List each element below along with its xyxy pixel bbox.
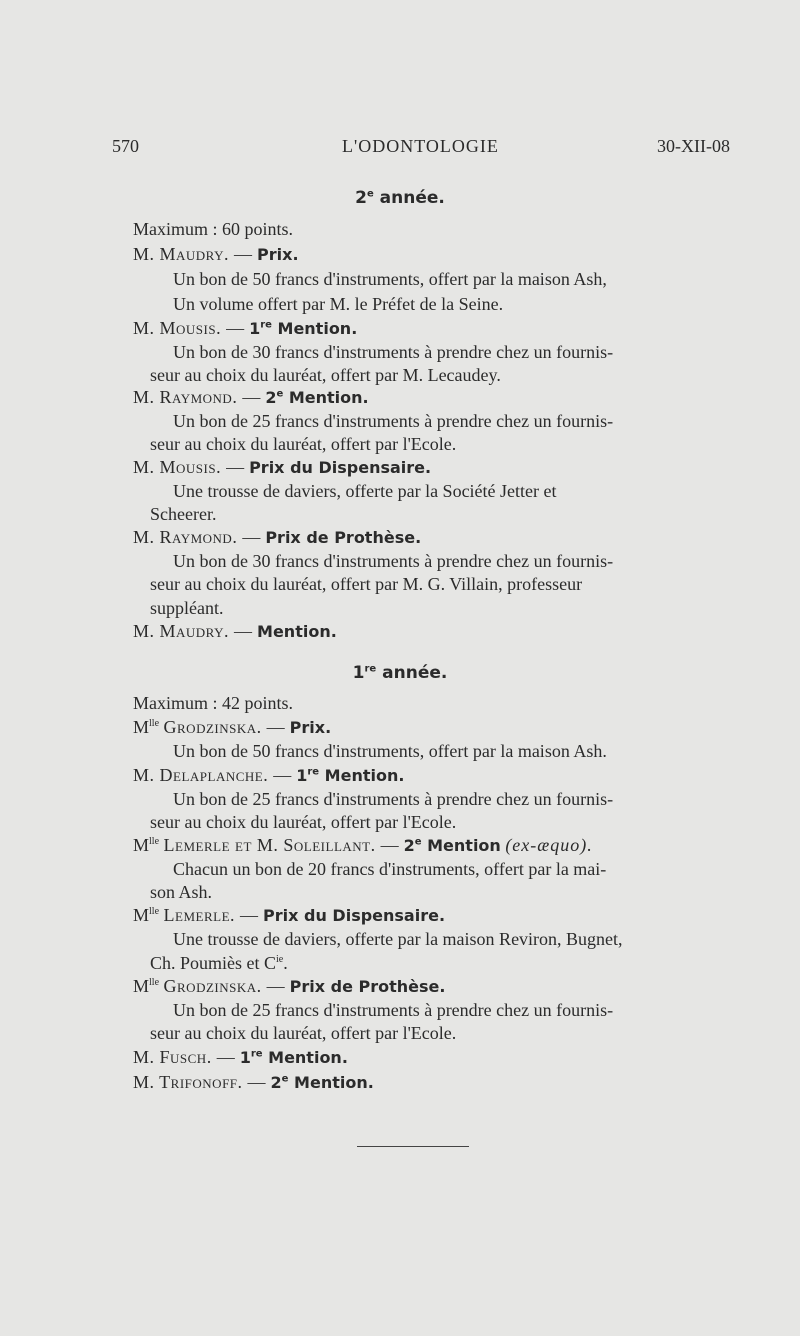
award-detail: Une trousse de daviers, offerte par la Société Jetter et — [173, 481, 557, 501]
maximum-points: Maximum : 60 points. — [133, 219, 294, 239]
award-entry: M. Maudry. — Mention. — [133, 621, 337, 641]
award-detail: seur au choix du lauréat, offert par l'Ecole. — [150, 1023, 457, 1043]
award-entry: M. Mousis. — Prix du Dispensaire. — [133, 457, 432, 477]
award-entry: M. Delaplanche. — 1re Mention. — [133, 765, 405, 785]
award-entry: $M^{lle}$ Grodzinska. — Prix. — [133, 717, 332, 737]
award-detail: seur au choix du lauréat, offert par l'Ecole. — [150, 434, 457, 454]
award-detail: Scheerer. — [150, 504, 217, 524]
award-detail: seur au choix du lauréat, offert par l'Ecole. — [150, 812, 457, 832]
award-entry: M. Raymond. — Prix de Prothèse. — [133, 527, 422, 547]
award-detail: Une trousse de daviers, offerte par la maison Reviron, Bugnet, — [173, 929, 623, 949]
running-title: L'ODONTOLOGIE — [342, 136, 499, 156]
award-detail: suppléant. — [150, 598, 224, 618]
award-entry: M. Maudry. — Prix. — [133, 244, 299, 264]
award-detail: Un bon de 50 francs d'instruments, offert par la maison Ash. — [173, 741, 607, 761]
award-entry: $M^{lle}$ Lemerle et M. Soleillant. — 2e Mention (ex-æquo). — [133, 835, 593, 855]
award-detail: Un bon de 50 francs d'instruments, offert par la maison Ash, — [173, 269, 607, 289]
award-detail: Un bon de 25 francs d'instruments à prendre chez un fournis- — [173, 411, 614, 431]
award-entry: M. Mousis. — 1re Mention. — [133, 318, 358, 338]
award-entry: M. Fusch. — 1re Mention. — [133, 1047, 348, 1067]
award-entry: $M^{lle}$ Grodzinska. — Prix de Prothèse. — [133, 976, 446, 996]
award-detail: Un bon de 30 francs d'instruments à prendre chez un fournis- — [173, 342, 614, 362]
header-date: 30-XII-08 — [657, 136, 730, 156]
award-detail: Un volume offert par M. le Préfet de la Seine. — [173, 294, 504, 314]
award-detail: Chacun un bon de 20 francs d'instruments, offert par la mai- — [173, 859, 607, 879]
award-detail: son Ash. — [150, 882, 213, 902]
award-detail: Un bon de 25 francs d'instruments à prendre chez un fournis- — [173, 1000, 614, 1020]
award-detail: Ch. Poumiès et $C^{ie}$. — [150, 953, 288, 973]
page-number: 570 — [112, 136, 139, 156]
end-rule — [357, 1146, 469, 1147]
award-detail: Un bon de 25 francs d'instruments à prendre chez un fournis- — [173, 789, 614, 809]
award-detail: seur au choix du lauréat, offert par M. Lecaudey. — [150, 365, 501, 385]
award-entry: M. Raymond. — 2e Mention. — [133, 387, 369, 407]
section-heading-2e-annee: 2e année. — [355, 188, 445, 208]
award-detail: Un bon de 30 francs d'instruments à prendre chez un fournis- — [173, 551, 614, 571]
award-entry: $M^{lle}$ Lemerle. — Prix du Dispensaire. — [133, 905, 446, 925]
section-heading-1re-annee: 1re année. — [352, 663, 448, 683]
award-entry: M. Trifonoff. — 2e Mention. — [133, 1072, 374, 1092]
award-detail: seur au choix du lauréat, offert par M. G. Villain, professeur — [150, 574, 583, 594]
maximum-points: Maximum : 42 points. — [133, 693, 294, 713]
